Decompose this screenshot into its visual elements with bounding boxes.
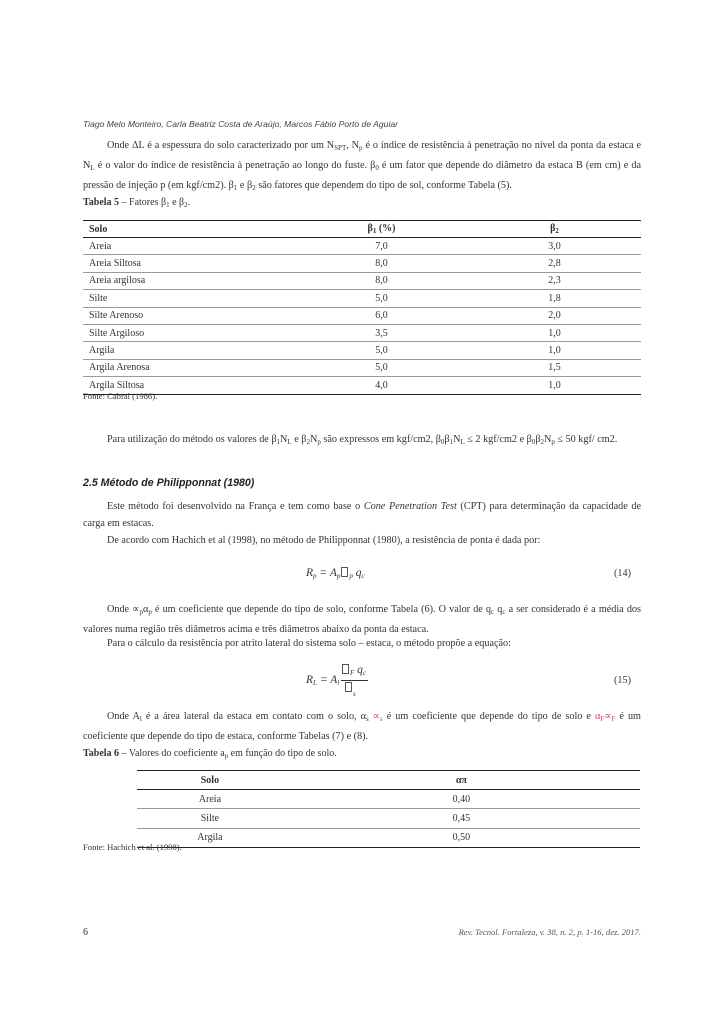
col-header-alpha-p: απ: [283, 771, 640, 790]
table5: [83, 220, 641, 395]
paragraph-alpha-p: Onde $\propto_p\alpha_p$ é um coeficiente que depende do tipo de solo, conforme Tabela (6). O valor de $q_c$ $q_c$ a ser considerado é a média dos valores numa região três diâmetros acima e três diâmetros abaixo da ponta da estaca.: [83, 604, 641, 635]
cell-beta1: 7,0: [295, 238, 468, 255]
table-row: [83, 272, 641, 289]
cell-solo: Silte: [83, 290, 295, 307]
table-row: [83, 342, 641, 359]
cell-beta1: 5,0: [295, 359, 468, 376]
paragraph-lateral: Para o cálculo da resistência por atrito lateral do sistema solo – estaca, o método propõe a equação:: [107, 638, 511, 649]
cell-beta2: 1,0: [468, 342, 641, 359]
paragraph-tip-resistance: De acordo com Hachich et al (1998), no método de Philipponnat (1980), a resistência de ponta é dada por:: [107, 535, 541, 546]
table-row: [83, 359, 641, 376]
cell-solo: Silte Argiloso: [83, 324, 295, 341]
cell-beta1: 5,0: [295, 290, 468, 307]
cell-beta2: 1,0: [468, 377, 641, 394]
cell-solo: Silte: [137, 809, 283, 828]
table5-source: Fonte: Cabral (1986).: [83, 391, 158, 401]
paragraph-definitions: Onde ΔL é a espessura do solo caracterizado por um $N_{SPT}$, $N_p$ é o índice de resistência à penetração no nível da ponta da estaca e $N_L$ é o valor do índice de resistência à penetração ao longo do fuste. $\beta_0$ é um fator que depende do diâmetro da estaca B (em cm) e da pressão de injeção p (em kgf/cm2). $\beta_1$ e $\beta_2$ são fatores que dependem do tipo de sol, conforme Tabela (5).: [83, 140, 641, 192]
cell-beta1: 8,0: [295, 255, 468, 272]
cell-beta2: 1,8: [468, 290, 641, 307]
table6-caption: Tabela 6 – Valores do coeficiente $a_p$ em função do tipo de solo.: [83, 748, 337, 760]
cell-beta1: 6,0: [295, 307, 468, 324]
cell-solo: Argila Siltosa: [83, 377, 295, 394]
running-header: Tiago Melo Monteiro, Carla Beatriz Costa de Araújo, Marcos Fábio Porto de Aguiar: [83, 119, 399, 129]
cell-alpha-p: 0,50: [283, 828, 640, 847]
table-row: [137, 790, 640, 809]
fraction-bar: [341, 680, 368, 681]
paragraph-intro: Este método foi desenvolvido na França e tem como base o Cone Penetration Test (CPT) para determinação da capacidade de carga em estacas.: [83, 501, 642, 529]
col-header-solo: Solo: [137, 771, 283, 790]
table-row: [83, 377, 641, 394]
col-header-beta1: $\beta_1$ (%): [295, 221, 468, 238]
missing-glyph-icon: [342, 664, 349, 674]
col-header-solo: Solo: [83, 221, 295, 238]
table-row: [83, 307, 641, 324]
cell-alpha-p: 0,45: [283, 809, 640, 828]
missing-glyph-icon: [341, 567, 348, 577]
cell-solo: Areia argilosa: [83, 272, 295, 289]
table-row: [137, 809, 640, 828]
table-header-row: [83, 221, 641, 238]
table-row: [83, 324, 641, 341]
col-header-beta2: $\beta_2$: [468, 221, 641, 238]
table-row: [137, 828, 640, 847]
table-row: [83, 238, 641, 255]
journal-citation: Rev. Tecnol. Fortaleza, v. 38, n. 2, p. 1-16, dez. 2017.: [458, 927, 641, 937]
cell-beta1: 8,0: [295, 272, 468, 289]
cell-beta2: 2,3: [468, 272, 641, 289]
paragraph-units: Para utilização do método os valores de $\beta_1N_L$ e $\beta_2N_p$ são expressos em kgf/cm2, $\beta_0\beta_1N_L \le 2$ kgf/cm2 e $\beta_0\beta_2N_p \le 50$ kgf/ cm2.: [107, 434, 618, 446]
cell-beta2: 2,8: [468, 255, 641, 272]
table-row: [83, 290, 641, 307]
cell-solo: Areia: [83, 238, 295, 255]
page-number: 6: [83, 927, 88, 938]
cell-solo: Silte Arenoso: [83, 307, 295, 324]
missing-glyph-icon: [345, 682, 352, 692]
cell-beta2: 3,0: [468, 238, 641, 255]
cell-beta1: 5,0: [295, 342, 468, 359]
equation-15: $R_L = A_l$ $_F$ $q_c$ $_s$: [306, 664, 367, 698]
table6: [137, 770, 640, 848]
cell-beta2: 2,0: [468, 307, 641, 324]
cell-beta2: 1,5: [468, 359, 641, 376]
equation-14: $R_p = A_p$ $_p$ $q_c$: [306, 567, 365, 580]
cell-beta1: 3,5: [295, 324, 468, 341]
cell-solo: Argila: [137, 828, 283, 847]
cell-solo: Argila Arenosa: [83, 359, 295, 376]
equation-15-number: (15): [614, 675, 631, 686]
table6-source: Fonte: Hachich et al. (1998).: [83, 842, 182, 852]
table-header-row: [137, 771, 640, 790]
cell-solo: Areia Siltosa: [83, 255, 295, 272]
paragraph-alpha-s: Onde $A_l$ é a área lateral da estaca em contato com o solo, $\alpha_s \propto_s$ é um coeficiente que depende do tipo de solo e $\alpha_F\propto_F$ é um coeficiente que depende do tipo de estaca, conforme Tabelas (7) e (8).: [83, 711, 641, 742]
cell-beta1: 4,0: [295, 377, 468, 394]
section-heading: 2.5 Método de Philipponnat (1980): [83, 477, 255, 489]
table-row: [83, 255, 641, 272]
equation-14-number: (14): [614, 568, 631, 579]
cell-alpha-p: 0,40: [283, 790, 640, 809]
cell-beta2: 1,0: [468, 324, 641, 341]
cell-solo: Areia: [137, 790, 283, 809]
cell-solo: Argila: [83, 342, 295, 359]
table5-caption: Tabela 5 – Fatores $\beta_1$ e $\beta_2$.: [83, 197, 191, 209]
